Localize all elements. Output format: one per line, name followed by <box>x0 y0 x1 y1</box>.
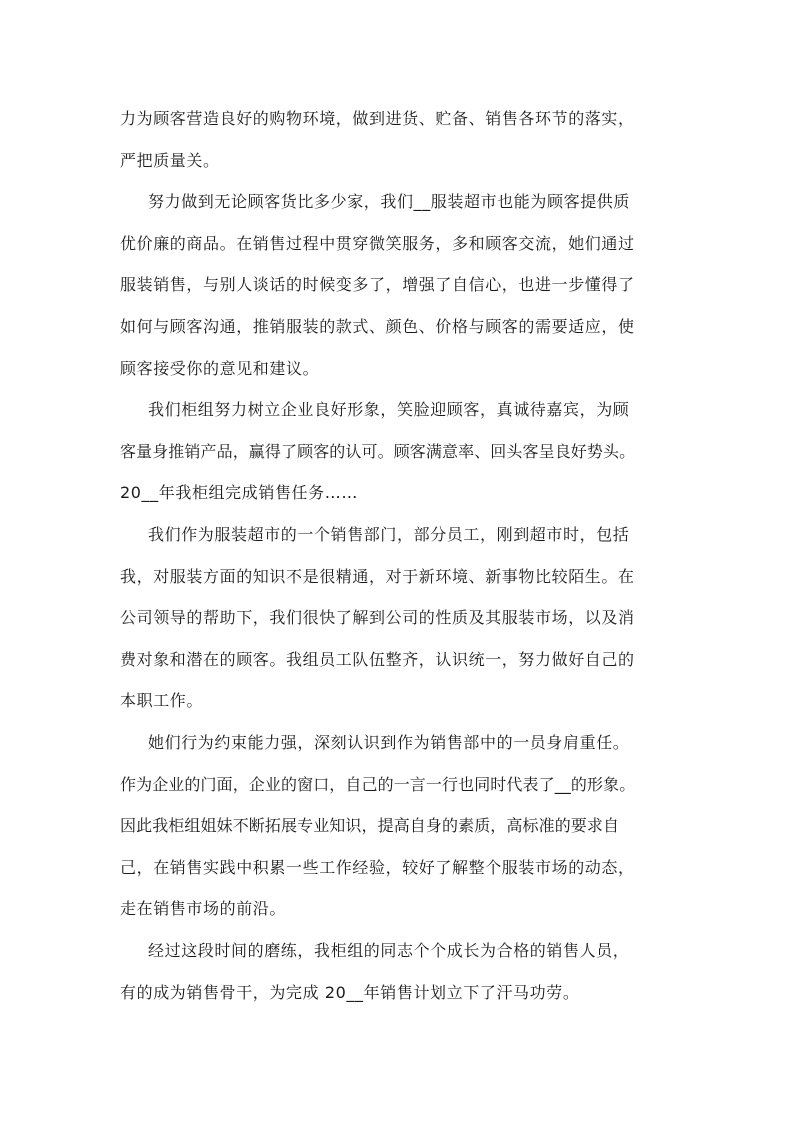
text-line: 本职工作。 <box>120 691 204 710</box>
text-line: 20__年我柜组完成销售任务…… <box>120 483 358 502</box>
text-line: 顾客接受你的意见和建议。 <box>120 359 320 378</box>
text-line: 费对象和潜在的顾客。我组员工队伍整齐，认识统一，努力做好自己的 <box>120 650 635 669</box>
text-line: 我，对服装方面的知识不是很精通，对于新环境、新事物比较陌生。在 <box>120 567 635 586</box>
text-line: 走在销售市场的前沿。 <box>120 899 287 918</box>
text-line: 己，在销售实践中积累一些工作经验，较好了解整个服装市场的动态， <box>120 858 635 877</box>
text-line: 如何与顾客沟通，推销服装的款式、颜色、价格与顾客的需要适应，使 <box>120 317 635 336</box>
text-line: 客量身推销产品，赢得了顾客的认可。顾客满意率、回头客呈良好势头。 <box>120 442 636 461</box>
text-line: 服装销售，与别人谈话的时候变多了，增强了自信心，也进一步懂得了 <box>120 275 635 294</box>
paragraph-first-line: 我们作为服装超市的一个销售部门，部分员工，刚到超市时，包括 <box>148 525 630 544</box>
paragraph-first-line: 经过这段时间的磨练，我柜组的同志个个成长为合格的销售人员， <box>148 941 630 960</box>
paragraph-first-line: 努力做到无论顾客货比多少家，我们__服装超市也能为顾客提供质 <box>148 192 631 211</box>
text-line: 有的成为销售骨干，为完成 20__年销售计划立下了汗马功劳。 <box>120 983 580 1002</box>
paragraph-first-line: 她们行为约束能力强，深刻认识到作为销售部中的一员身肩重任。 <box>148 733 630 752</box>
text-line: 公司领导的帮助下，我们很快了解到公司的性质及其服装市场，以及消 <box>120 608 635 627</box>
text-line: 严把质量关。 <box>120 151 220 170</box>
paragraph-first-line: 我们柜组努力树立企业良好形象，笑脸迎顾客，真诚待嘉宾，为顾 <box>148 400 630 419</box>
text-line: 优价廉的商品。在销售过程中贯穿微笑服务，多和顾客交流，她们通过 <box>120 234 635 253</box>
text-line: 作为企业的门面，企业的窗口，自己的一言一行也同时代表了__的形象。 <box>120 775 636 794</box>
text-line: 因此我柜组姐妹不断拓展专业知识，提高自身的素质，高标准的要求自 <box>120 816 620 835</box>
text-line: 力为顾客营造良好的购物环境，做到进货、贮备、销售各环节的落实， <box>120 109 635 128</box>
